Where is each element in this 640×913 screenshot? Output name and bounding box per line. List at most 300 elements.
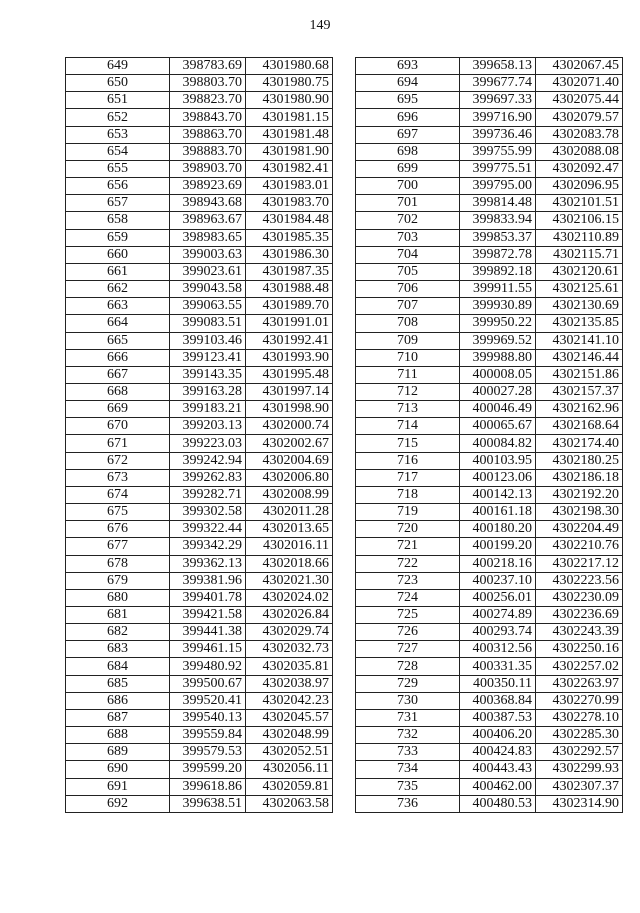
x-coordinate-cell: 399833.94 [460,212,536,229]
table-row [66,126,333,143]
x-coordinate-cell: 398803.70 [170,75,246,92]
x-coordinate-cell: 400065.67 [460,418,536,435]
table-row [356,572,623,589]
x-coordinate-cell: 398883.70 [170,143,246,160]
table-row [66,143,333,160]
table-row [356,143,623,160]
x-coordinate-cell: 398783.69 [170,58,246,75]
point-number-cell: 677 [66,538,170,555]
point-number-cell: 711 [356,366,460,383]
x-coordinate-cell: 399520.41 [170,692,246,709]
table-row [356,761,623,778]
table-row [356,641,623,658]
y-coordinate-cell: 4301982.41 [246,160,333,177]
y-coordinate-cell: 4302096.95 [536,178,623,195]
x-coordinate-cell: 400142.13 [460,486,536,503]
table-row [66,504,333,521]
y-coordinate-cell: 4302299.93 [536,761,623,778]
y-coordinate-cell: 4302106.15 [536,212,623,229]
point-number-cell: 701 [356,195,460,212]
table-row [66,109,333,126]
y-coordinate-cell: 4301984.48 [246,212,333,229]
point-number-cell: 692 [66,795,170,812]
point-number-cell: 719 [356,504,460,521]
y-coordinate-cell: 4302180.25 [536,452,623,469]
point-number-cell: 732 [356,727,460,744]
point-number-cell: 681 [66,607,170,624]
point-number-cell: 661 [66,263,170,280]
table-row [66,727,333,744]
table-row [356,109,623,126]
table-row [66,555,333,572]
y-coordinate-cell: 4301980.90 [246,92,333,109]
point-number-cell: 667 [66,366,170,383]
x-coordinate-cell: 400103.95 [460,452,536,469]
x-coordinate-cell: 399401.78 [170,589,246,606]
x-coordinate-cell: 399143.35 [170,366,246,383]
table-row [66,281,333,298]
table-row [66,383,333,400]
y-coordinate-cell: 4302210.76 [536,538,623,555]
y-coordinate-cell: 4302204.49 [536,521,623,538]
x-coordinate-cell: 399716.90 [460,109,536,126]
y-coordinate-cell: 4302307.37 [536,778,623,795]
x-coordinate-cell: 399441.38 [170,624,246,641]
y-coordinate-cell: 4302168.64 [536,418,623,435]
table-row [66,58,333,75]
x-coordinate-cell: 399814.48 [460,195,536,212]
x-coordinate-cell: 399853.37 [460,229,536,246]
table-row [66,692,333,709]
point-number-cell: 665 [66,332,170,349]
point-number-cell: 707 [356,298,460,315]
y-coordinate-cell: 4302236.69 [536,607,623,624]
y-coordinate-cell: 4302135.85 [536,315,623,332]
point-number-cell: 657 [66,195,170,212]
y-coordinate-cell: 4302038.97 [246,675,333,692]
table-row [356,607,623,624]
x-coordinate-cell: 399362.13 [170,555,246,572]
point-number-cell: 696 [356,109,460,126]
coordinates-table-right [355,57,623,813]
y-coordinate-cell: 4302045.57 [246,709,333,726]
table-row [356,521,623,538]
point-number-cell: 656 [66,178,170,195]
point-number-cell: 670 [66,418,170,435]
table-row [356,75,623,92]
x-coordinate-cell: 399063.55 [170,298,246,315]
x-coordinate-cell: 399163.28 [170,383,246,400]
table-row [356,418,623,435]
x-coordinate-cell: 398843.70 [170,109,246,126]
table-row [356,315,623,332]
x-coordinate-cell: 398943.68 [170,195,246,212]
y-coordinate-cell: 4301986.30 [246,246,333,263]
table-row [356,624,623,641]
y-coordinate-cell: 4302032.73 [246,641,333,658]
x-coordinate-cell: 399911.55 [460,281,536,298]
y-coordinate-cell: 4302035.81 [246,658,333,675]
x-coordinate-cell: 399183.21 [170,401,246,418]
y-coordinate-cell: 4302002.67 [246,435,333,452]
x-coordinate-cell: 399872.78 [460,246,536,263]
point-number-cell: 675 [66,504,170,521]
table-row [356,263,623,280]
table-row [66,607,333,624]
x-coordinate-cell: 399262.83 [170,469,246,486]
point-number-cell: 735 [356,778,460,795]
y-coordinate-cell: 4302079.57 [536,109,623,126]
x-coordinate-cell: 399795.00 [460,178,536,195]
x-coordinate-cell: 400161.18 [460,504,536,521]
point-number-cell: 653 [66,126,170,143]
x-coordinate-cell: 399282.71 [170,486,246,503]
table-row [356,401,623,418]
point-number-cell: 679 [66,572,170,589]
x-coordinate-cell: 400480.53 [460,795,536,812]
table-row [66,658,333,675]
x-coordinate-cell: 399203.13 [170,418,246,435]
point-number-cell: 731 [356,709,460,726]
point-number-cell: 728 [356,658,460,675]
y-coordinate-cell: 4302278.10 [536,709,623,726]
x-coordinate-cell: 400293.74 [460,624,536,641]
x-coordinate-cell: 399892.18 [460,263,536,280]
table-row [356,212,623,229]
y-coordinate-cell: 4302042.23 [246,692,333,709]
y-coordinate-cell: 4301992.41 [246,332,333,349]
x-coordinate-cell: 400218.16 [460,555,536,572]
table-row [356,469,623,486]
x-coordinate-cell: 399302.58 [170,504,246,521]
point-number-cell: 687 [66,709,170,726]
y-coordinate-cell: 4302011.28 [246,504,333,521]
point-number-cell: 668 [66,383,170,400]
point-number-cell: 650 [66,75,170,92]
x-coordinate-cell: 399043.58 [170,281,246,298]
y-coordinate-cell: 4302083.78 [536,126,623,143]
table-row [66,178,333,195]
point-number-cell: 722 [356,555,460,572]
x-coordinate-cell: 400123.06 [460,469,536,486]
point-number-cell: 663 [66,298,170,315]
x-coordinate-cell: 399023.61 [170,263,246,280]
y-coordinate-cell: 4302285.30 [536,727,623,744]
point-number-cell: 678 [66,555,170,572]
point-number-cell: 686 [66,692,170,709]
point-number-cell: 662 [66,281,170,298]
x-coordinate-cell: 399930.89 [460,298,536,315]
table-row [66,212,333,229]
y-coordinate-cell: 4302075.44 [536,92,623,109]
y-coordinate-cell: 4302192.20 [536,486,623,503]
y-coordinate-cell: 4302162.96 [536,401,623,418]
x-coordinate-cell: 400199.20 [460,538,536,555]
point-number-cell: 713 [356,401,460,418]
x-coordinate-cell: 399103.46 [170,332,246,349]
point-number-cell: 683 [66,641,170,658]
x-coordinate-cell: 399599.20 [170,761,246,778]
table-row [356,692,623,709]
x-coordinate-cell: 399775.51 [460,160,536,177]
point-number-cell: 654 [66,143,170,160]
point-number-cell: 724 [356,589,460,606]
y-coordinate-cell: 4302314.90 [536,795,623,812]
x-coordinate-cell: 399223.03 [170,435,246,452]
y-coordinate-cell: 4302048.99 [246,727,333,744]
table-row [356,383,623,400]
point-number-cell: 680 [66,589,170,606]
table-row [66,572,333,589]
y-coordinate-cell: 4302026.84 [246,607,333,624]
point-number-cell: 672 [66,452,170,469]
y-coordinate-cell: 4302006.80 [246,469,333,486]
table-row [66,349,333,366]
y-coordinate-cell: 4302063.58 [246,795,333,812]
x-coordinate-cell: 400180.20 [460,521,536,538]
point-number-cell: 693 [356,58,460,75]
x-coordinate-cell: 399638.51 [170,795,246,812]
point-number-cell: 704 [356,246,460,263]
table-row [356,92,623,109]
table-row [66,744,333,761]
x-coordinate-cell: 399677.74 [460,75,536,92]
table-row [66,675,333,692]
y-coordinate-cell: 4301981.90 [246,143,333,160]
x-coordinate-cell: 399697.33 [460,92,536,109]
x-coordinate-cell: 399083.51 [170,315,246,332]
x-coordinate-cell: 400274.89 [460,607,536,624]
point-number-cell: 695 [356,92,460,109]
table-row [66,452,333,469]
y-coordinate-cell: 4301980.68 [246,58,333,75]
y-coordinate-cell: 4301987.35 [246,263,333,280]
point-number-cell: 659 [66,229,170,246]
y-coordinate-cell: 4302056.11 [246,761,333,778]
point-number-cell: 705 [356,263,460,280]
point-number-cell: 727 [356,641,460,658]
y-coordinate-cell: 4302146.44 [536,349,623,366]
x-coordinate-cell: 400387.53 [460,709,536,726]
point-number-cell: 651 [66,92,170,109]
y-coordinate-cell: 4302013.65 [246,521,333,538]
point-number-cell: 712 [356,383,460,400]
y-coordinate-cell: 4301988.48 [246,281,333,298]
point-number-cell: 720 [356,521,460,538]
y-coordinate-cell: 4302186.18 [536,469,623,486]
x-coordinate-cell: 400462.00 [460,778,536,795]
x-coordinate-cell: 399421.58 [170,607,246,624]
table-row [356,727,623,744]
point-number-cell: 697 [356,126,460,143]
coordinates-table-left [65,57,333,813]
table-row [356,744,623,761]
point-number-cell: 685 [66,675,170,692]
x-coordinate-cell: 400312.56 [460,641,536,658]
point-number-cell: 698 [356,143,460,160]
x-coordinate-cell: 399003.63 [170,246,246,263]
table-row [356,504,623,521]
point-number-cell: 658 [66,212,170,229]
table-row [356,778,623,795]
point-number-cell: 691 [66,778,170,795]
table-row [66,778,333,795]
x-coordinate-cell: 399579.53 [170,744,246,761]
table-row [356,658,623,675]
y-coordinate-cell: 4302110.89 [536,229,623,246]
point-number-cell: 699 [356,160,460,177]
x-coordinate-cell: 399658.13 [460,58,536,75]
y-coordinate-cell: 4302016.11 [246,538,333,555]
y-coordinate-cell: 4302120.61 [536,263,623,280]
x-coordinate-cell: 400046.49 [460,401,536,418]
point-number-cell: 689 [66,744,170,761]
y-coordinate-cell: 4302021.30 [246,572,333,589]
x-coordinate-cell: 400424.83 [460,744,536,761]
y-coordinate-cell: 4302029.74 [246,624,333,641]
y-coordinate-cell: 4301980.75 [246,75,333,92]
point-number-cell: 652 [66,109,170,126]
x-coordinate-cell: 398823.70 [170,92,246,109]
point-number-cell: 676 [66,521,170,538]
x-coordinate-cell: 400443.43 [460,761,536,778]
table-row [356,246,623,263]
x-coordinate-cell: 398963.67 [170,212,246,229]
x-coordinate-cell: 398863.70 [170,126,246,143]
point-number-cell: 723 [356,572,460,589]
y-coordinate-cell: 4302243.39 [536,624,623,641]
table-row [66,589,333,606]
y-coordinate-cell: 4302067.45 [536,58,623,75]
y-coordinate-cell: 4302198.30 [536,504,623,521]
x-coordinate-cell: 399969.52 [460,332,536,349]
x-coordinate-cell: 400368.84 [460,692,536,709]
table-row [356,589,623,606]
table-row [66,160,333,177]
table-row [356,281,623,298]
y-coordinate-cell: 4302071.40 [536,75,623,92]
point-number-cell: 716 [356,452,460,469]
table-row [66,435,333,452]
table-row [66,418,333,435]
y-coordinate-cell: 4301981.15 [246,109,333,126]
table-row [66,538,333,555]
point-number-cell: 690 [66,761,170,778]
x-coordinate-cell: 400027.28 [460,383,536,400]
table-row [356,298,623,315]
table-row [66,263,333,280]
table-row [356,709,623,726]
table-row [356,349,623,366]
point-number-cell: 688 [66,727,170,744]
y-coordinate-cell: 4301983.70 [246,195,333,212]
x-coordinate-cell: 400084.82 [460,435,536,452]
point-number-cell: 718 [356,486,460,503]
y-coordinate-cell: 4302101.51 [536,195,623,212]
x-coordinate-cell: 400331.35 [460,658,536,675]
point-number-cell: 726 [356,624,460,641]
point-number-cell: 702 [356,212,460,229]
y-coordinate-cell: 4302004.69 [246,452,333,469]
table-row [356,229,623,246]
table-row [66,75,333,92]
table-row [66,315,333,332]
table-row [356,486,623,503]
y-coordinate-cell: 4302141.10 [536,332,623,349]
table-row [356,332,623,349]
table-row [356,452,623,469]
y-coordinate-cell: 4302263.97 [536,675,623,692]
table-row [66,795,333,812]
x-coordinate-cell: 399988.80 [460,349,536,366]
point-number-cell: 706 [356,281,460,298]
y-coordinate-cell: 4302018.66 [246,555,333,572]
point-number-cell: 700 [356,178,460,195]
table-row [356,195,623,212]
table-row [356,555,623,572]
point-number-cell: 736 [356,795,460,812]
point-number-cell: 714 [356,418,460,435]
point-number-cell: 703 [356,229,460,246]
y-coordinate-cell: 4302270.99 [536,692,623,709]
x-coordinate-cell: 399618.86 [170,778,246,795]
y-coordinate-cell: 4301989.70 [246,298,333,315]
y-coordinate-cell: 4302151.86 [536,366,623,383]
table-row [66,366,333,383]
point-number-cell: 673 [66,469,170,486]
y-coordinate-cell: 4302217.12 [536,555,623,572]
table-row [356,435,623,452]
x-coordinate-cell: 399540.13 [170,709,246,726]
table-row [356,366,623,383]
table-row [356,675,623,692]
table-row [66,709,333,726]
y-coordinate-cell: 4302257.02 [536,658,623,675]
x-coordinate-cell: 400350.11 [460,675,536,692]
x-coordinate-cell: 399736.46 [460,126,536,143]
table-row [66,761,333,778]
table-row [66,521,333,538]
x-coordinate-cell: 399500.67 [170,675,246,692]
table-row [66,92,333,109]
y-coordinate-cell: 4302052.51 [246,744,333,761]
x-coordinate-cell: 399480.92 [170,658,246,675]
point-number-cell: 734 [356,761,460,778]
x-coordinate-cell: 399559.84 [170,727,246,744]
table-row [356,538,623,555]
table-row [66,332,333,349]
x-coordinate-cell: 400008.05 [460,366,536,383]
table-row [356,58,623,75]
table-row [356,178,623,195]
y-coordinate-cell: 4301981.48 [246,126,333,143]
table-row [66,298,333,315]
y-coordinate-cell: 4302130.69 [536,298,623,315]
table-row [66,195,333,212]
y-coordinate-cell: 4301991.01 [246,315,333,332]
point-number-cell: 733 [356,744,460,761]
y-coordinate-cell: 4302092.47 [536,160,623,177]
x-coordinate-cell: 400237.10 [460,572,536,589]
x-coordinate-cell: 399242.94 [170,452,246,469]
y-coordinate-cell: 4302292.57 [536,744,623,761]
x-coordinate-cell: 399950.22 [460,315,536,332]
y-coordinate-cell: 4302008.99 [246,486,333,503]
point-number-cell: 684 [66,658,170,675]
point-number-cell: 666 [66,349,170,366]
x-coordinate-cell: 400406.20 [460,727,536,744]
x-coordinate-cell: 399342.29 [170,538,246,555]
